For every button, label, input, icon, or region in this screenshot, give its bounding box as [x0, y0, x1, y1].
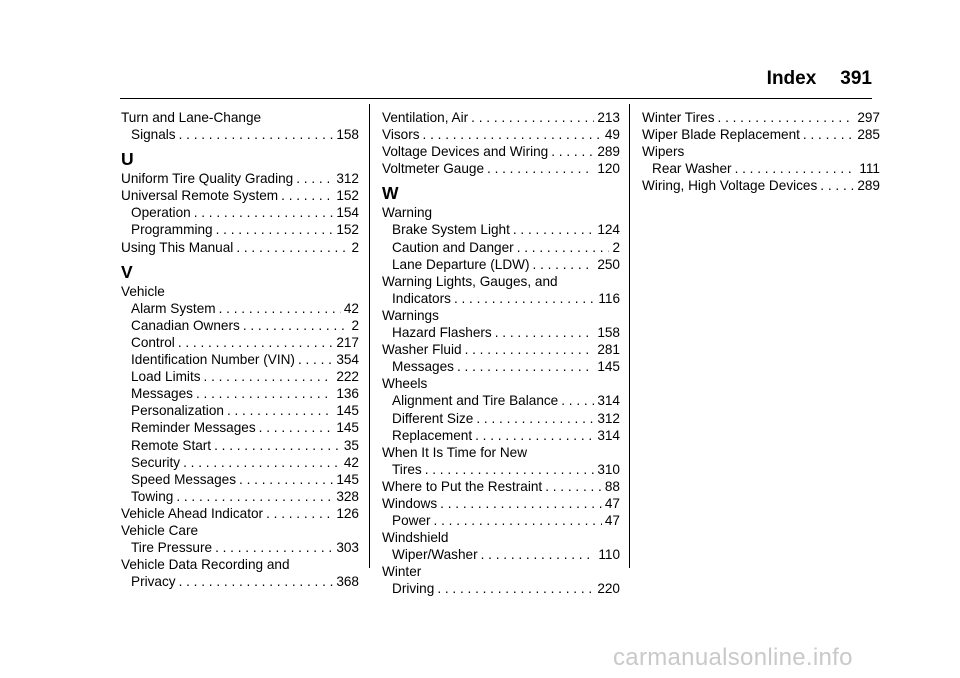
- index-term: When It Is Time for New: [382, 444, 528, 460]
- index-subentry: [382, 461, 620, 478]
- index-term: Reminder Messages: [131, 420, 256, 436]
- index-page-number: 145: [336, 403, 359, 419]
- index-term: Turn and Lane-Change: [121, 110, 262, 125]
- index-term: Windshield: [382, 530, 449, 546]
- index-column-2: [382, 109, 620, 598]
- dot-leader: [551, 143, 594, 160]
- header-rule: [120, 98, 872, 99]
- dot-leader: [487, 160, 594, 177]
- dot-leader: [517, 239, 610, 256]
- index-term: Wipers: [642, 144, 685, 160]
- index-subentry: [121, 471, 359, 488]
- index-page-number: 154: [336, 205, 359, 221]
- index-page-number: 47: [604, 513, 620, 529]
- index-page-number: 217: [336, 334, 359, 350]
- index-term: Indicators: [392, 290, 451, 306]
- index-subentry: [121, 300, 359, 317]
- index-term: Remote Start: [131, 437, 212, 453]
- index-term: Operation: [131, 205, 191, 221]
- index-entry: [382, 160, 620, 177]
- dot-leader: [243, 317, 349, 334]
- index-subentry: [382, 580, 620, 597]
- column-divider-2: [629, 104, 630, 568]
- index-term: Personalization: [131, 403, 224, 419]
- watermark: [613, 644, 948, 674]
- index-subentry: [382, 512, 620, 529]
- index-term: Hazard Flashers: [392, 325, 492, 341]
- index-page-number: 152: [336, 222, 359, 238]
- index-term: Warnings: [382, 307, 439, 323]
- index-subentry: [121, 334, 359, 351]
- index-subentry: [121, 385, 359, 402]
- index-page-number: 312: [597, 410, 620, 426]
- index-term: Tire Pressure: [131, 540, 213, 556]
- index-page-number: 2: [351, 317, 359, 333]
- index-subentry: [121, 126, 359, 143]
- index-term: Alignment and Tire Balance: [392, 393, 559, 409]
- page-title: Index: [766, 68, 817, 89]
- dot-leader: [437, 580, 594, 597]
- dot-leader: [718, 109, 855, 126]
- dot-leader: [481, 546, 596, 563]
- index-entry: [382, 307, 620, 324]
- dot-leader: [281, 187, 333, 204]
- dot-leader: [236, 239, 348, 256]
- index-page-number: 110: [598, 547, 620, 563]
- index-page-number: 310: [597, 461, 620, 477]
- dot-leader: [495, 324, 595, 341]
- index-entry: [642, 143, 880, 160]
- dot-leader: [820, 177, 854, 194]
- index-subentry: [382, 239, 620, 256]
- dot-leader: [183, 454, 341, 471]
- dot-leader: [476, 410, 594, 427]
- index-column-1: [121, 109, 359, 590]
- index-page-number: 116: [598, 290, 620, 306]
- index-entry: [121, 556, 359, 573]
- dot-leader: [214, 437, 341, 454]
- dot-leader: [803, 126, 854, 143]
- index-subentry: [121, 402, 359, 419]
- index-subentry: [642, 160, 880, 177]
- dot-leader: [533, 256, 595, 273]
- index-page-number: 328: [336, 488, 359, 504]
- index-page-number: 314: [597, 427, 620, 443]
- index-page-number: 314: [597, 393, 620, 409]
- index-entry: [642, 126, 880, 143]
- index-term: Canadian Owners: [131, 317, 240, 333]
- dot-leader: [513, 221, 594, 238]
- dot-leader: [440, 495, 602, 512]
- dot-leader: [266, 505, 333, 522]
- dot-leader: [178, 334, 333, 351]
- index-page-number: 289: [857, 178, 880, 194]
- dot-leader: [545, 478, 602, 495]
- dot-leader: [457, 358, 594, 375]
- index-entry: [121, 109, 359, 126]
- index-subentry: [382, 358, 620, 375]
- dot-leader: [454, 290, 595, 307]
- index-page-number: 222: [336, 369, 359, 385]
- index-term: Signals: [131, 127, 176, 143]
- index-page-number: 124: [597, 222, 620, 238]
- index-subentry: [121, 419, 359, 436]
- index-term: Winter: [382, 564, 422, 580]
- index-page-number: 2: [612, 239, 620, 255]
- index-term: Windows: [382, 495, 438, 511]
- dot-leader: [176, 488, 333, 505]
- index-page-number: 303: [336, 540, 359, 556]
- index-letter-heading: W: [382, 183, 399, 204]
- index-page-number: 145: [597, 359, 620, 375]
- dot-leader: [204, 368, 334, 385]
- index-term: Wiring, High Voltage Devices: [642, 178, 818, 194]
- index-page-number: 289: [597, 144, 620, 160]
- index-page-number: 250: [597, 256, 620, 272]
- index-subentry: [382, 256, 620, 273]
- index-entry: [382, 375, 620, 392]
- dot-leader: [179, 126, 334, 143]
- index-page-number: 42: [343, 454, 359, 470]
- index-term: Alarm System: [131, 300, 216, 316]
- index-term: Control: [131, 334, 175, 350]
- index-subentry: [382, 392, 620, 409]
- dot-leader: [465, 341, 595, 358]
- index-page-number: 49: [604, 127, 620, 143]
- index-subentry: [121, 488, 359, 505]
- index-subentry: [121, 454, 359, 471]
- index-term: Different Size: [392, 410, 474, 426]
- index-subentry: [121, 221, 359, 238]
- index-page-number: 42: [343, 300, 359, 316]
- index-subentry: [121, 317, 359, 334]
- index-page-number: 158: [597, 325, 620, 341]
- index-page-number: 120: [597, 161, 620, 177]
- index-letter-heading: U: [121, 149, 134, 170]
- index-page-number: 126: [336, 505, 359, 521]
- dot-leader: [196, 385, 333, 402]
- dot-leader: [219, 300, 341, 317]
- index-subentry: [121, 204, 359, 221]
- index-subentry: [382, 410, 620, 427]
- index-entry: [382, 109, 620, 126]
- index-term: Uniform Tire Quality Grading: [121, 171, 294, 187]
- index-page-number: 213: [597, 110, 620, 125]
- index-entry: [382, 126, 620, 143]
- index-term: Tires: [392, 461, 422, 477]
- dot-leader: [296, 170, 333, 187]
- index-page-number: 354: [336, 352, 359, 368]
- index-subentry: [121, 573, 359, 590]
- index-page-number: 281: [597, 342, 620, 358]
- index-term: Caution and Danger: [392, 239, 514, 255]
- index-term: Identification Number (VIN): [131, 352, 295, 368]
- index-term: Washer Fluid: [382, 342, 462, 358]
- index-entry: [121, 522, 359, 539]
- index-term: Vehicle Data Recording and: [121, 557, 290, 573]
- index-column-3: [642, 109, 880, 194]
- index-entry: [121, 239, 359, 256]
- index-term: Speed Messages: [131, 471, 237, 487]
- index-subentry: [121, 437, 359, 454]
- index-page-number: 111: [859, 161, 880, 177]
- index-term: Wiper Blade Replacement: [642, 127, 800, 143]
- index-page-number: 35: [343, 437, 359, 453]
- index-term: Where to Put the Restraint: [382, 478, 543, 494]
- dot-leader: [259, 419, 334, 436]
- index-subentry: [382, 290, 620, 307]
- index-page-number: 368: [336, 574, 359, 590]
- dot-leader: [735, 160, 857, 177]
- index-subentry: [121, 351, 359, 368]
- index-page-number: 285: [857, 127, 880, 143]
- index-term: Lane Departure (LDW): [392, 256, 530, 272]
- index-term: Messages: [131, 386, 193, 402]
- index-subentry: [382, 324, 620, 341]
- index-term: Wheels: [382, 376, 428, 392]
- dot-leader: [194, 204, 334, 221]
- index-subentry: [121, 368, 359, 385]
- index-page-number: 136: [336, 386, 359, 402]
- index-term: Voltage Devices and Wiring: [382, 144, 549, 160]
- index-entry: [382, 444, 620, 461]
- index-term: Messages: [392, 359, 454, 375]
- index-term: Power: [392, 513, 431, 529]
- page-header: [767, 68, 872, 90]
- index-subentry: [121, 539, 359, 556]
- dot-leader: [215, 539, 333, 556]
- dot-leader: [434, 512, 602, 529]
- index-term: Programming: [131, 222, 213, 238]
- index-page-number: 47: [604, 495, 620, 511]
- index-entry: [382, 341, 620, 358]
- index-subentry: [382, 427, 620, 444]
- index-page-number: 297: [857, 110, 880, 125]
- index-page-number: 152: [336, 188, 359, 204]
- index-term: Replacement: [392, 427, 473, 443]
- index-term: Ventilation, Air: [382, 110, 469, 125]
- dot-leader: [227, 402, 333, 419]
- index-page-number: 312: [336, 171, 359, 187]
- column-divider-1: [369, 104, 370, 568]
- index-term: Winter Tires: [642, 110, 715, 125]
- index-entry: [382, 478, 620, 495]
- dot-leader: [475, 427, 594, 444]
- index-entry: [121, 187, 359, 204]
- index-subentry: [382, 221, 620, 238]
- index-term: Vehicle Ahead Indicator: [121, 505, 264, 521]
- index-term: Brake System Light: [392, 222, 510, 238]
- index-letter-heading: V: [121, 261, 133, 282]
- index-page-number: 158: [336, 127, 359, 143]
- index-subentry: [382, 546, 620, 563]
- index-term: Vehicle: [121, 283, 165, 299]
- dot-leader: [423, 126, 602, 143]
- index-term: Warning: [382, 205, 433, 221]
- dot-leader: [179, 573, 334, 590]
- index-term: Towing: [131, 488, 174, 504]
- index-page-number: 2: [351, 239, 359, 255]
- index-term: Wiper/Washer: [392, 547, 478, 563]
- index-entry: [121, 170, 359, 187]
- dot-leader: [239, 471, 333, 488]
- index-entry: [382, 563, 620, 580]
- index-page-number: 88: [604, 478, 620, 494]
- index-term: Voltmeter Gauge: [382, 161, 485, 177]
- index-term: Load Limits: [131, 369, 201, 385]
- index-term: Universal Remote System: [121, 188, 279, 204]
- index-term: Visors: [382, 127, 420, 143]
- index-term: Vehicle Care: [121, 522, 199, 538]
- dot-leader: [216, 221, 334, 238]
- index-entry: [382, 143, 620, 160]
- watermark-text: carmanualsonline.info: [613, 644, 853, 671]
- index-entry: [642, 177, 880, 194]
- index-term: Privacy: [131, 574, 176, 590]
- index-term: Warning Lights, Gauges, and: [382, 273, 558, 289]
- index-entry: [382, 529, 620, 546]
- index-entry: [382, 204, 620, 221]
- page-number: 391: [840, 68, 872, 89]
- index-page-number: 220: [597, 581, 620, 597]
- index-term: Security: [131, 454, 181, 470]
- index-page-number: 145: [336, 471, 359, 487]
- index-term: Using This Manual: [121, 239, 234, 255]
- dot-leader: [471, 109, 594, 126]
- dot-leader: [425, 461, 595, 478]
- index-entry: [382, 273, 620, 290]
- index-entry: [121, 283, 359, 300]
- index-entry: [642, 109, 880, 126]
- index-page-number: 145: [336, 420, 359, 436]
- dot-leader: [561, 392, 594, 409]
- dot-leader: [298, 351, 333, 368]
- index-term: Rear Washer: [652, 161, 732, 177]
- index-entry: [121, 505, 359, 522]
- index-term: Driving: [392, 581, 435, 597]
- index-entry: [382, 495, 620, 512]
